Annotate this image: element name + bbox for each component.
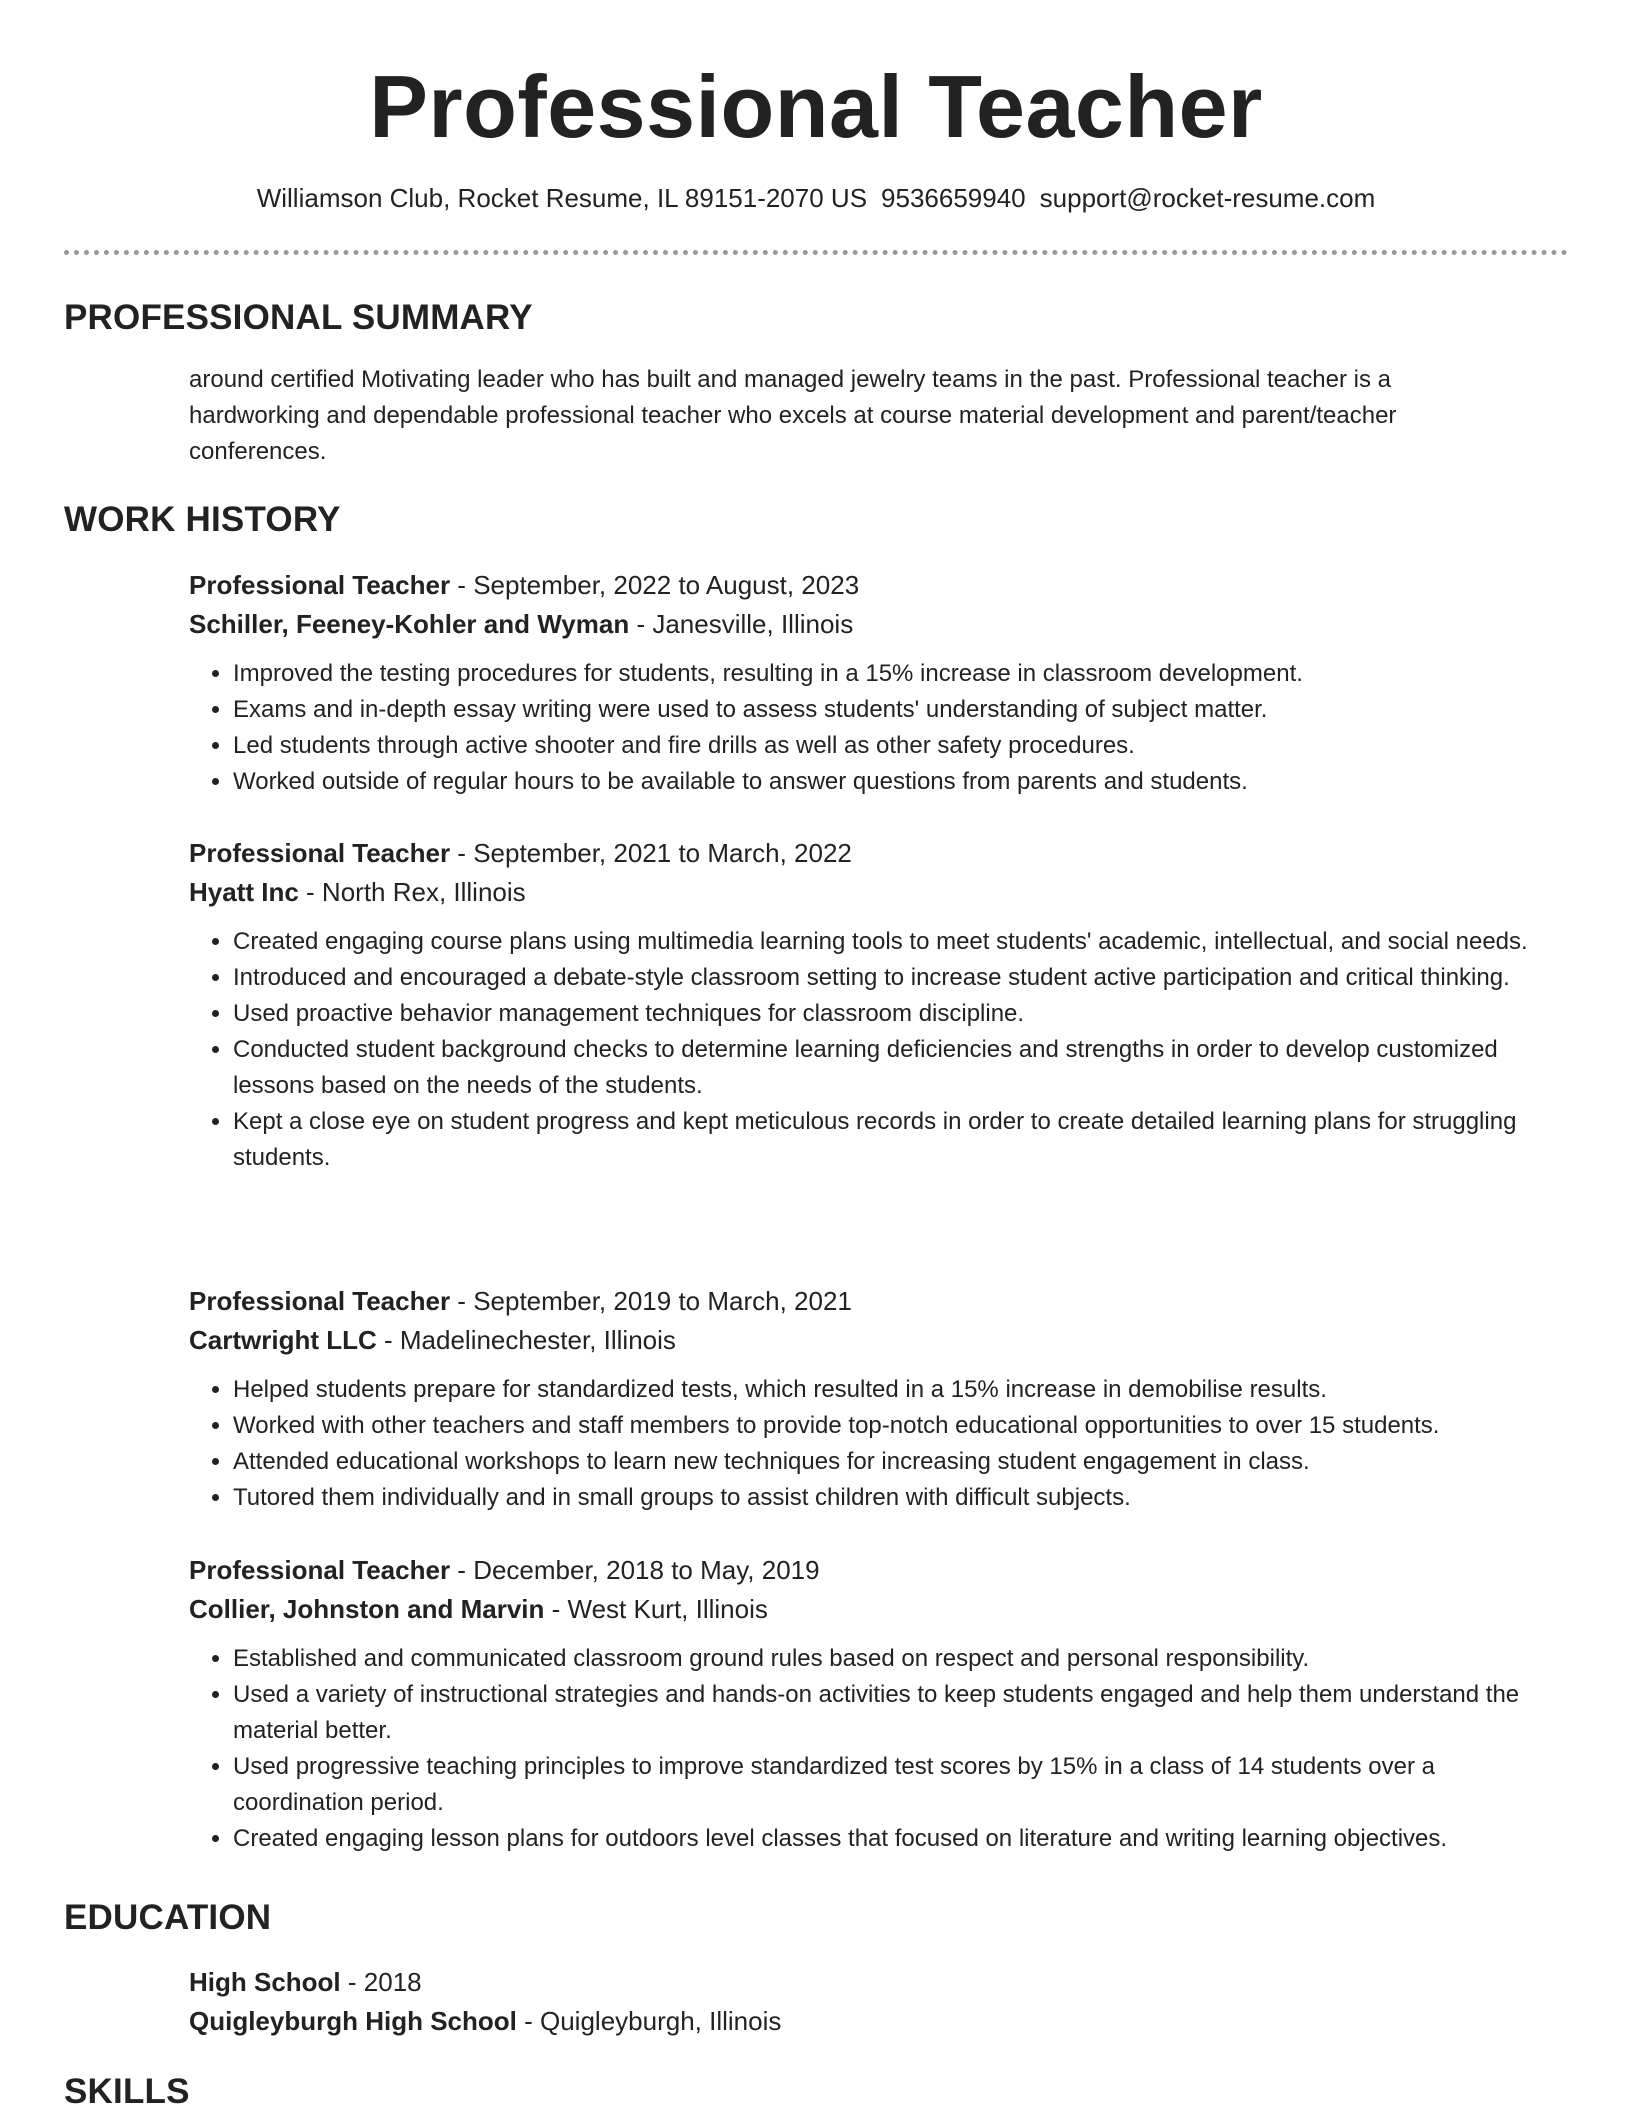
job-company: Cartwright LLC (189, 1325, 377, 1355)
candidate-name: Professional Teacher (369, 57, 1263, 156)
job-bullet: • Tutored them individually and in small groups to assist children with difficult subjects. (233, 1480, 1569, 1516)
job-role: Professional Teacher (189, 1555, 451, 1585)
section-title-summary: PROFESSIONAL SUMMARY (64, 298, 533, 337)
job-bullets (189, 1641, 1569, 1857)
section-title-education: EDUCATION (64, 1898, 272, 1937)
job-bullet: • Worked outside of regular hours to be available to answer questions from parents and students. (233, 764, 1569, 800)
section-title-skills: SKILLS (64, 2072, 190, 2111)
job-bullet: • Used progressive teaching principles to improve standardized test scores by 15% in a class of 14 students over a coordination period. (233, 1749, 1569, 1821)
section-title-work-history: WORK HISTORY (64, 500, 341, 539)
job-bullet: • Established and communicated classroom ground rules based on respect and personal responsibility. (233, 1641, 1569, 1677)
job-location: North Rex, Illinois (321, 877, 526, 907)
job-bullet: • Exams and in-depth essay writing were used to assess students' understanding of subject matter. (233, 692, 1569, 728)
summary-text: around certified Motivating leader who has built and managed jewelry teams in the past. Professional teacher is a hardworking and dependable professional teacher who excels at course material development and parent/teacher conferences. (189, 366, 1397, 465)
job-bullets (189, 656, 1569, 800)
job-bullet: • Kept a close eye on student progress and kept meticulous records in order to create detailed learning plans for struggling students. (233, 1104, 1569, 1176)
job-entry (189, 566, 1569, 800)
job-role-line: Professional Teacher - December, 2018 to May, 2019 (189, 1555, 820, 1585)
job-bullet: • Conducted student background checks to determine learning deficiencies and strengths in order to develop customized lessons based on the needs of the students. (233, 1032, 1569, 1104)
education-degree: High School (189, 1967, 341, 1997)
contact-email: support@rocket-resume.com (1039, 183, 1376, 213)
job-company: Schiller, Feeney-Kohler and Wyman (189, 609, 630, 639)
job-dates: December, 2018 to May, 2019 (473, 1555, 820, 1585)
job-location: West Kurt, Illinois (567, 1594, 768, 1624)
job-role-line: Professional Teacher - September, 2022 to August, 2023 (189, 570, 860, 600)
job-bullet: • Improved the testing procedures for students, resulting in a 15% increase in classroom development. (233, 656, 1569, 692)
job-role: Professional Teacher (189, 1286, 451, 1316)
job-role-line: Professional Teacher - September, 2021 to March, 2022 (189, 838, 852, 868)
job-bullet: • Helped students prepare for standardized tests, which resulted in a 15% increase in demobilise results. (233, 1372, 1569, 1408)
job-entry (189, 1551, 1569, 1857)
job-location: Madelinechester, Illinois (399, 1325, 676, 1355)
job-company: Hyatt Inc (189, 877, 299, 907)
header-divider (64, 250, 1568, 255)
job-company: Collier, Johnston and Marvin (189, 1594, 545, 1624)
job-bullet: • Used proactive behavior management techniques for classroom discipline. (233, 996, 1569, 1032)
job-bullet: • Created engaging course plans using multimedia learning tools to meet students' academic, intellectual, and social needs. (233, 924, 1569, 960)
job-bullet: • Attended educational workshops to learn new techniques for increasing student engagement in class. (233, 1444, 1569, 1480)
job-company-line: Schiller, Feeney-Kohler and Wyman - Janesville, Illinois (189, 609, 854, 639)
job-entry (189, 834, 1569, 1176)
job-location: Janesville, Illinois (652, 609, 854, 639)
job-entry (189, 1282, 1569, 1516)
contact-address: Williamson Club, Rocket Resume, IL 89151-2070 US (256, 183, 868, 213)
education-location: Quigleyburgh, Illinois (540, 2006, 782, 2036)
job-bullet: • Led students through active shooter and fire drills as well as other safety procedures. (233, 728, 1569, 764)
job-bullets (189, 924, 1569, 1176)
job-company-line: Collier, Johnston and Marvin - West Kurt, Illinois (189, 1594, 768, 1624)
job-role: Professional Teacher (189, 838, 451, 868)
job-bullet: • Worked with other teachers and staff members to provide top-notch educational opportunities to over 15 students. (233, 1408, 1569, 1444)
job-role-line: Professional Teacher - September, 2019 to March, 2021 (189, 1286, 852, 1316)
job-dates: September, 2022 to August, 2023 (473, 570, 860, 600)
education-school-line: Quigleyburgh High School - Quigleyburgh, Illinois (189, 2006, 782, 2036)
job-bullets (189, 1372, 1569, 1516)
job-bullet: • Introduced and encouraged a debate-style classroom setting to increase student active participation and critical thinking. (233, 960, 1569, 996)
education-year: 2018 (363, 1967, 422, 1997)
job-bullet: • Created engaging lesson plans for outdoors level classes that focused on literature and writing learning objectives. (233, 1821, 1569, 1857)
job-dates: September, 2021 to March, 2022 (473, 838, 852, 868)
education-degree-line: High School - 2018 (189, 1967, 422, 1997)
contact-phone: 9536659940 (881, 183, 1026, 213)
education-entry (189, 1963, 1569, 2041)
job-company-line: Cartwright LLC - Madelinechester, Illinois (189, 1325, 676, 1355)
contact-line (0, 180, 1632, 216)
education-school: Quigleyburgh High School (189, 2006, 517, 2036)
job-role: Professional Teacher (189, 570, 451, 600)
job-dates: September, 2019 to March, 2021 (473, 1286, 852, 1316)
job-company-line: Hyatt Inc - North Rex, Illinois (189, 877, 526, 907)
job-bullet: • Used a variety of instructional strategies and hands-on activities to keep students engaged and help them understand the material better. (233, 1677, 1569, 1749)
